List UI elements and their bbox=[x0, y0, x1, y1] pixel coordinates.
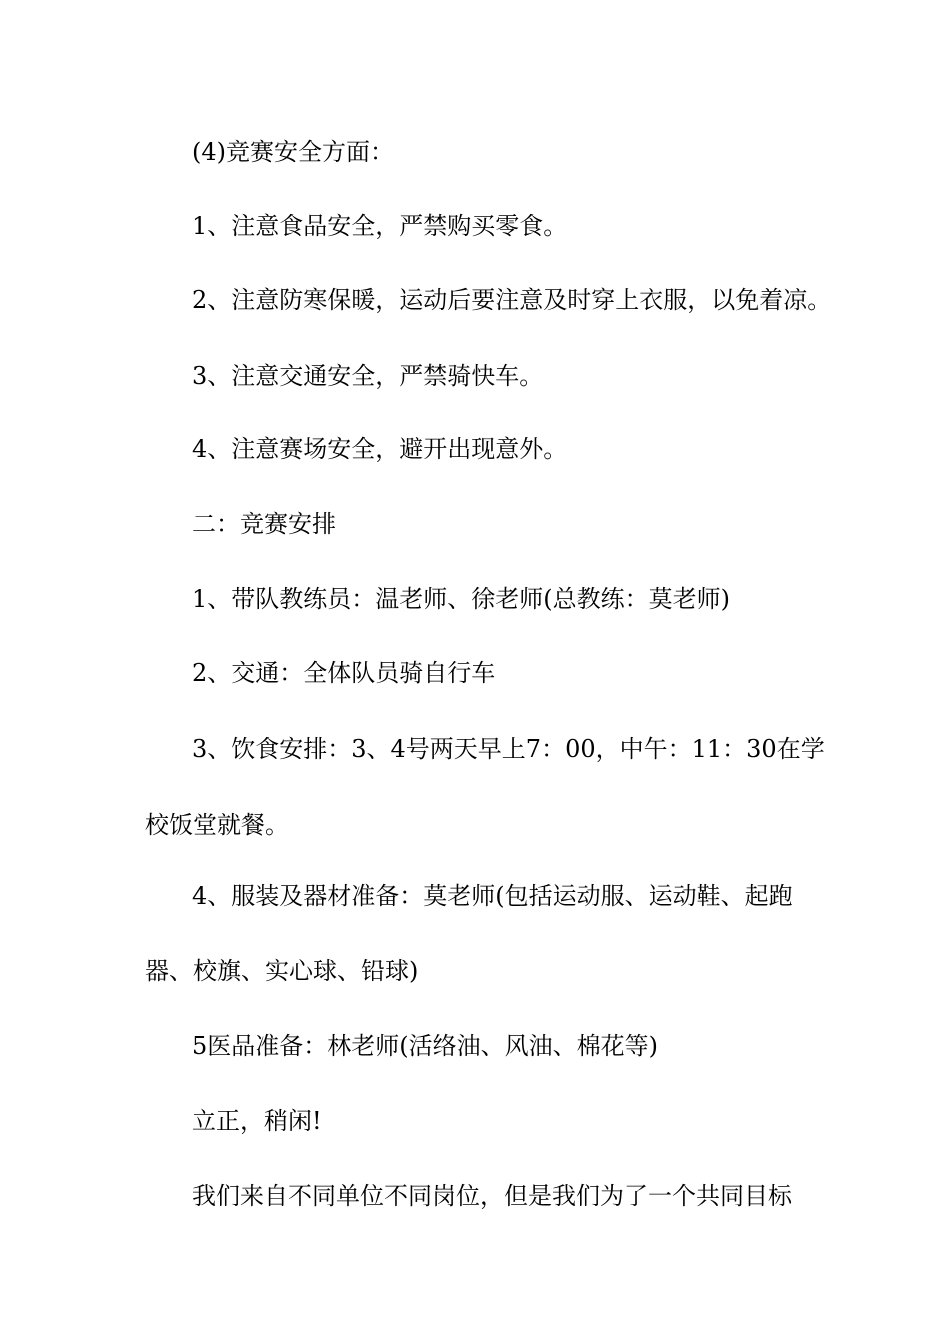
paragraph-line: 2、注意防寒保暖，运动后要注意及时穿上衣服，以免着凉。 bbox=[192, 286, 832, 314]
paragraph-line: 我们来自不同单位不同岗位，但是我们为了一个共同目标 bbox=[192, 1182, 792, 1210]
paragraph-line-continuation: 器、校旗、实心球、铅球) bbox=[145, 957, 419, 985]
paragraph-line: 1、带队教练员：温老师、徐老师(总教练：莫老师) bbox=[192, 585, 730, 613]
paragraph-line: 2、交通：全体队员骑自行车 bbox=[192, 659, 496, 687]
paragraph-line: 3、注意交通安全，严禁骑快车。 bbox=[192, 362, 544, 390]
paragraph-line: 立正，稍闲! bbox=[192, 1107, 322, 1135]
paragraph-line: 4、服装及器材准备：莫老师(包括运动服、运动鞋、起跑 bbox=[192, 882, 793, 910]
section-heading-arrangement: 二：竞赛安排 bbox=[192, 510, 336, 538]
section-heading-safety: (4)竞赛安全方面： bbox=[192, 138, 394, 166]
paragraph-line: 3、饮食安排：3、4号两天早上7：00，中午：11：30在学 bbox=[192, 735, 825, 763]
paragraph-line: 1、注意食品安全，严禁购买零食。 bbox=[192, 212, 568, 240]
paragraph-line: 4、注意赛场安全，避开出现意外。 bbox=[192, 435, 568, 463]
paragraph-line-continuation: 校饭堂就餐。 bbox=[145, 811, 289, 839]
paragraph-line: 5医品准备：林老师(活络油、风油、棉花等) bbox=[192, 1032, 658, 1060]
